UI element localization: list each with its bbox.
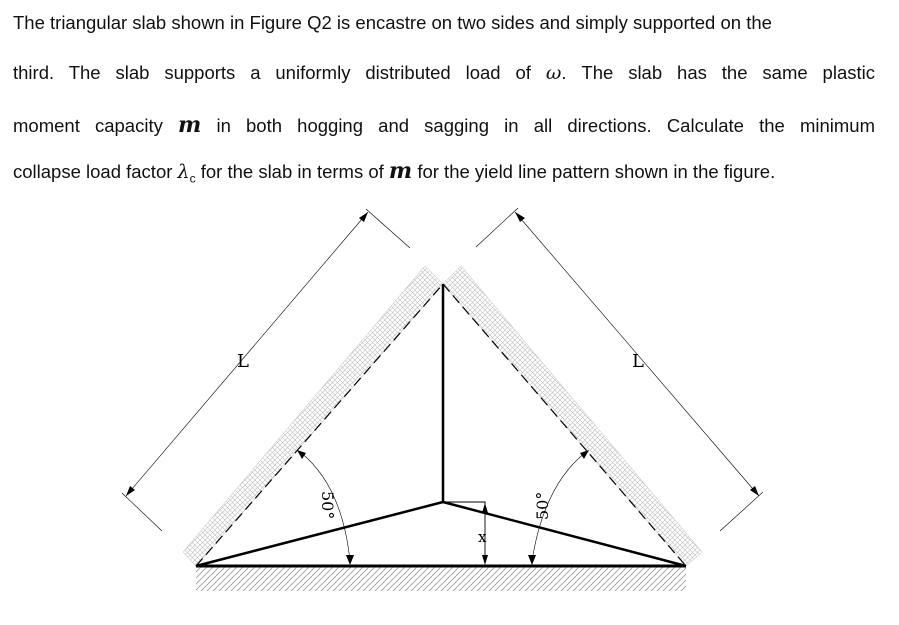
right-angle-arrow-top (580, 450, 589, 459)
question-line-3: moment capacity m in both hogging and sagging in all directions. Calculate the minimum (13, 112, 875, 138)
distance-x-label: x (478, 528, 487, 546)
moment-symbol-2: m (388, 158, 413, 184)
question-line-2: third. The slab supports a uniformly distributed load of ω. The slab has the same plastic (13, 62, 875, 84)
moment-symbol: m (178, 112, 202, 138)
left-dim-arrow-top (359, 212, 368, 222)
left-fixed-support-hatch (183, 266, 443, 566)
base-support-hatch (196, 567, 686, 591)
left-angle-arrow-bottom (346, 555, 354, 565)
left-angle-label: 50° (318, 491, 337, 520)
right-angle-label: 50° (533, 491, 552, 520)
x-arrow-top (482, 503, 488, 513)
right-angle-arrow-bottom (528, 555, 536, 565)
x-arrow-bottom (482, 555, 488, 565)
right-fixed-support-hatch (443, 266, 702, 566)
load-symbol: ω (545, 62, 562, 84)
question-line-4: collapse load factor $\lambda_c$ for the slab in terms of m for the yield line pattern shown in the figure. (13, 158, 776, 186)
right-dim-arrow-top (515, 212, 525, 222)
left-angle-arrow-top (297, 450, 306, 459)
left-ext-line-bottom (122, 493, 162, 531)
lambda-symbol: λ (177, 161, 190, 183)
left-side-label: L (237, 351, 249, 372)
left-dim-arrow-bottom (126, 486, 135, 496)
right-ext-line-bottom (720, 492, 763, 531)
question-line-1: The triangular slab shown in Figure Q2 is encastre on two sides and simply supported on the (13, 12, 772, 33)
left-ext-line-top (366, 209, 410, 248)
right-side-label: L (632, 351, 644, 372)
right-ext-line-top (476, 208, 518, 247)
